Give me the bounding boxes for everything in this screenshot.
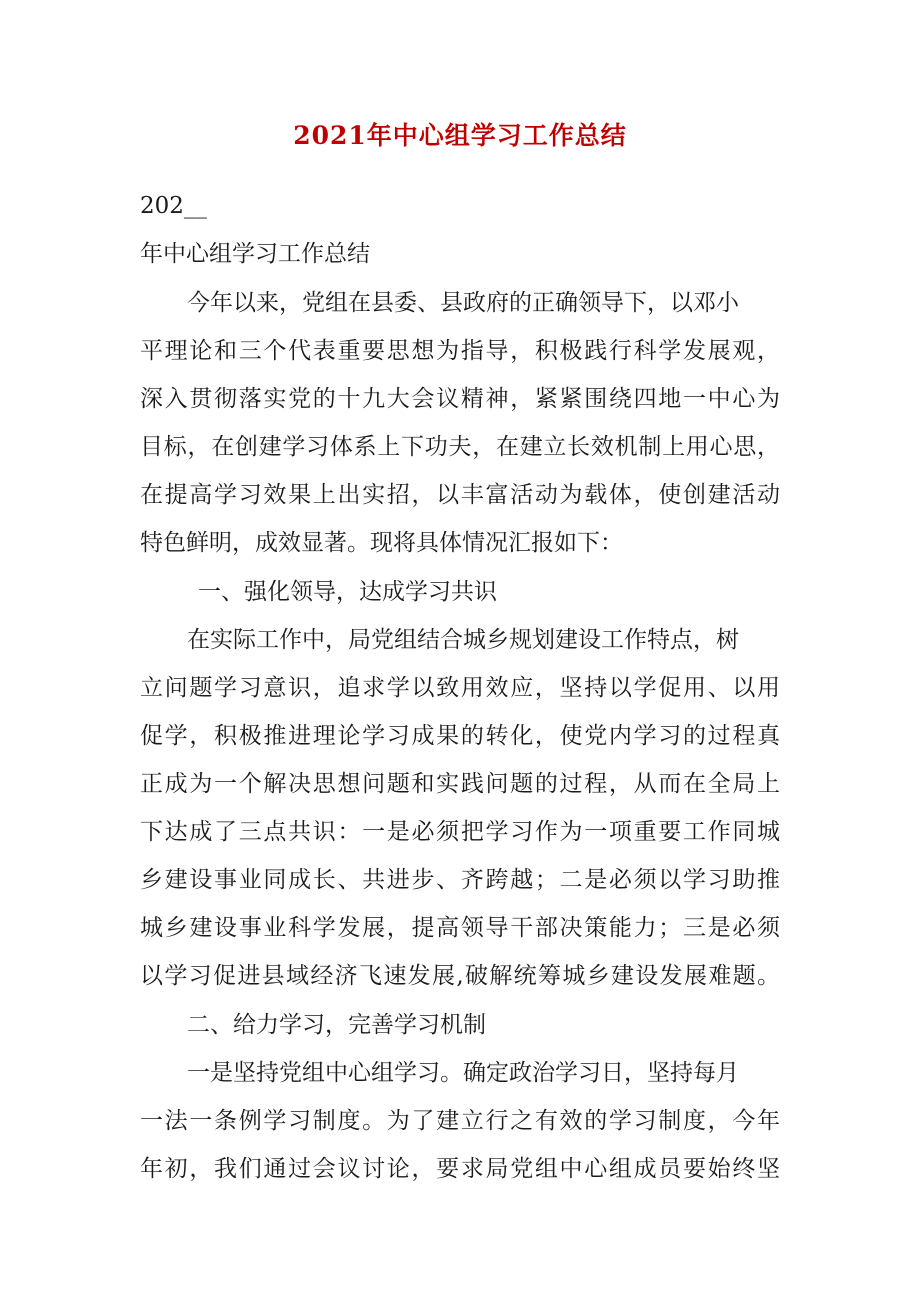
text-line: 平理论和三个代表重要思想为指导，积极践行科学发展观，: [140, 338, 780, 364]
text-line: 下达成了三点共识：一是必须把学习作为一项重要工作同城: [140, 819, 780, 845]
document-title: 2021年中心组学习工作总结: [293, 121, 627, 150]
text-line: 正成为一个解决思想问题和实践问题的过程，从而在全局上: [140, 771, 780, 797]
text-line: 年初，我们通过会议讨论，要求局党组中心组成员要始终坚: [140, 1156, 780, 1182]
section-heading-2: 二、给力学习，完善学习机制: [187, 1012, 486, 1038]
section-heading-1: 一、强化领导，达成学习共识: [198, 579, 497, 605]
text-line-year: 202__: [140, 193, 207, 219]
text-line: 乡建设事业同成长、共进步、齐跨越；二是必须以学习助推: [140, 867, 780, 893]
text-line: 以学习促进县域经济飞速发展,破解统筹城乡建设发展难题。: [140, 963, 780, 989]
text-line: 城乡建设事业科学发展，提高领导干部决策能力；三是必须: [140, 915, 780, 941]
text-line: 立问题学习意识，追求学以致用效应，坚持以学促用、以用: [140, 675, 780, 701]
text-line: 目标，在创建学习体系上下功夫，在建立长效机制上用心思，: [140, 434, 780, 460]
text-line: 一法一条例学习制度。为了建立行之有效的学习制度，今年: [140, 1108, 780, 1134]
text-line: 促学，积极推进理论学习成果的转化，使党内学习的过程真: [140, 723, 780, 749]
text-line: 特色鲜明，成效显著。现将具体情况汇报如下：: [140, 530, 623, 556]
text-line: 今年以来，党组在县委、县政府的正确领导下，以邓小: [187, 290, 739, 316]
text-line: 深入贯彻落实党的十九大会议精神，紧紧围绕四地一中心为: [140, 386, 780, 412]
text-line-subtitle: 年中心组学习工作总结: [140, 241, 370, 267]
text-line: 在提高学习效果上出实招，以丰富活动为载体，使创建活动: [140, 482, 780, 508]
text-line: 一是坚持党组中心组学习。确定政治学习日，坚持每月: [187, 1060, 739, 1086]
text-line: 在实际工作中，局党组结合城乡规划建设工作特点，树: [187, 627, 739, 653]
